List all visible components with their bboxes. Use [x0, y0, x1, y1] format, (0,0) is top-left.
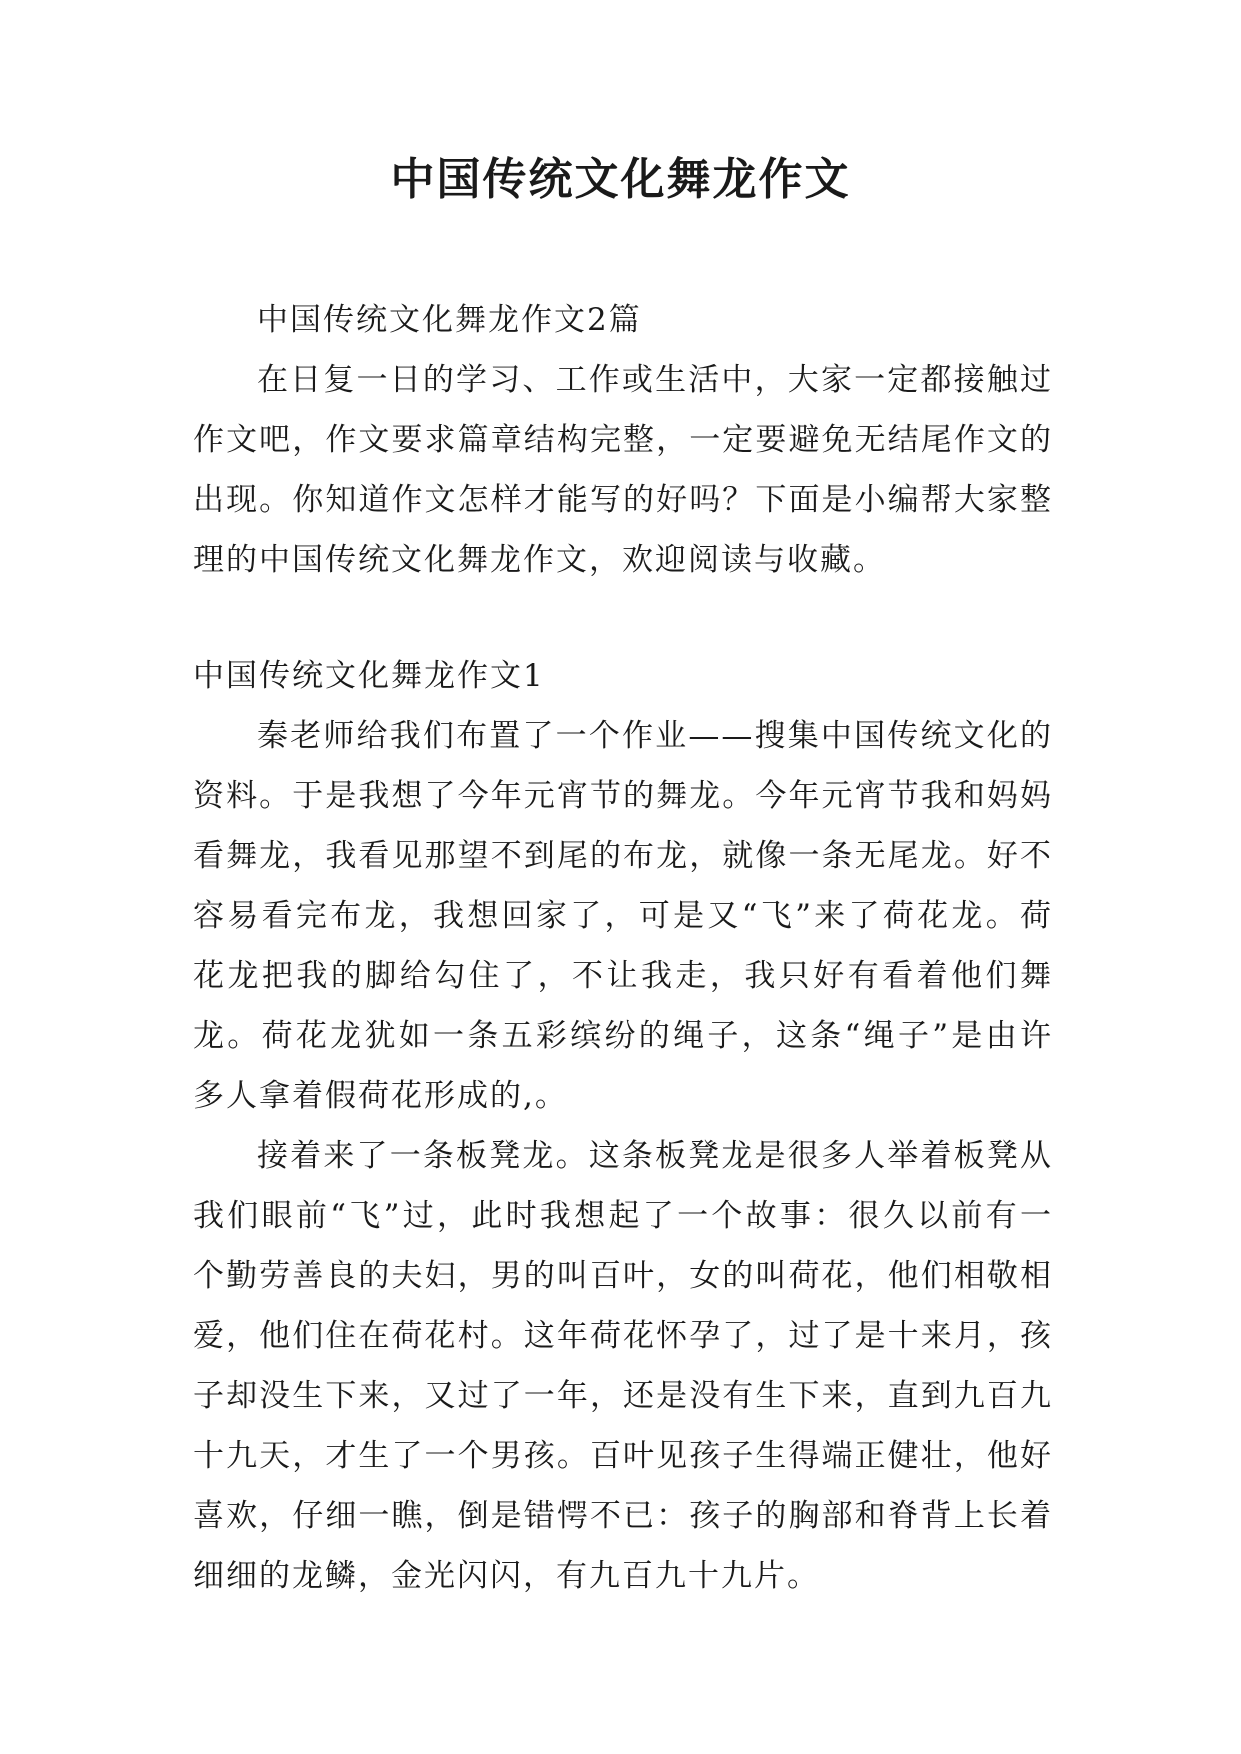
document-body [193, 290, 1053, 1606]
body-paragraph: 接着来了一条板凳龙。这条板凳龙是很多人举着板凳从我们眼前“飞”过，此时我想起了一个故事：很久以前有一个勤劳善良的夫妇，男的叫百叶，女的叫荷花，他们相敬相爱，他们住在荷花村。这年荷花怀孕了，过了是十来月，孩子却没生下来，又过了一年，还是没有生下来，直到九百九十九天，才生了一个男孩。百叶见孩子生得端正健壮，他好喜欢，仔细一瞧，倒是错愕不已：孩子的胸部和脊背上长着细细的龙鳞，金光闪闪，有九百九十九片。 [193, 1138, 1053, 1594]
section-heading: 中国传统文化舞龙作文1 [193, 658, 545, 694]
document-subtitle: 中国传统文化舞龙作文2篇 [257, 302, 642, 338]
intro-paragraph: 在日复一日的学习、工作或生活中，大家一定都接触过作文吧，作文要求篇章结构完整，一定要避免无结尾作文的出现。你知道作文怎样才能写的好吗？下面是小编帮大家整理的中国传统文化舞龙作文，欢迎阅读与收藏。 [193, 362, 1053, 578]
document-title: 中国传统文化舞龙作文 [390, 154, 851, 205]
body-paragraph: 秦老师给我们布置了一个作业——搜集中国传统文化的资料。于是我想了今年元宵节的舞龙。今年元宵节我和妈妈看舞龙，我看见那望不到尾的布龙，就像一条无尾龙。好不容易看完布龙，我想回家了，可是又“飞”来了荷花龙。荷花龙把我的脚给勾住了，不让我走，我只好有看着他们舞龙。荷花龙犹如一条五彩缤纷的绳子，这条“绳子”是由许多人拿着假荷花形成的,。 [193, 718, 1053, 1114]
